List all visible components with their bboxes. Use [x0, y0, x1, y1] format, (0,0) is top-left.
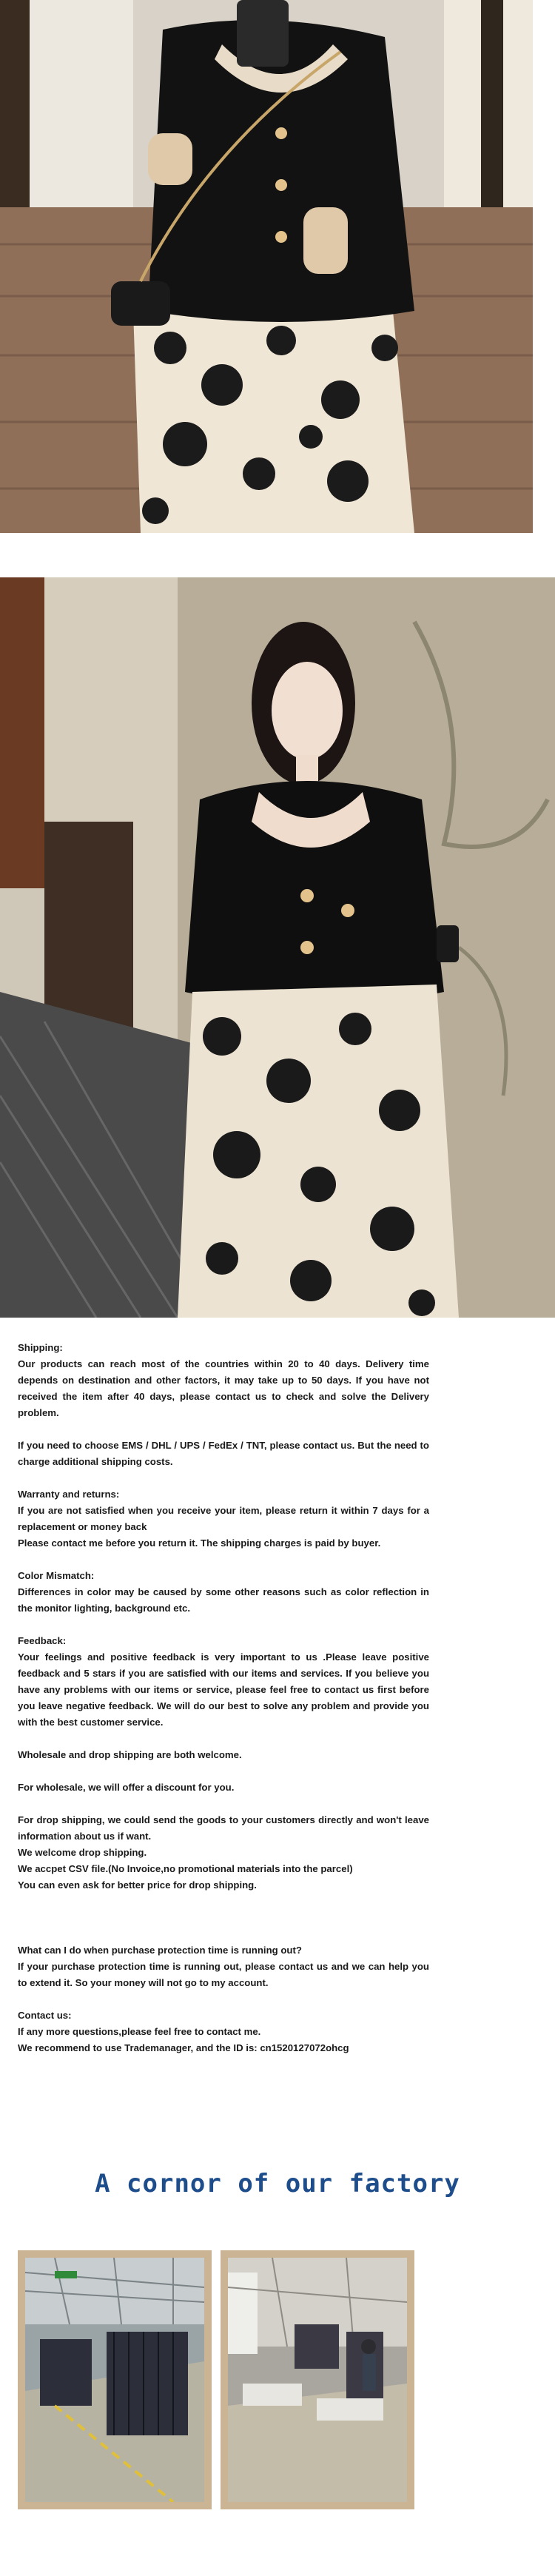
shipping-paragraph-1: Our products can reach most of the countries within 20 to 40 days. Delivery time depends on destination and other factors, it may take up to 50 days. If you have not received the item after 40 days, please contact us to check and solve the Delivery problem. [18, 1358, 429, 1418]
policy-text [18, 1340, 429, 2056]
contact-heading: Contact us: [18, 2010, 72, 2021]
warranty-paragraph-1: If you are not satisfied when you receive your item, please return it within 7 days for a replacement or money back [18, 1505, 429, 1532]
product-photo-2 [0, 577, 555, 1318]
wholesale-paragraph-2: For wholesale, we will offer a discount for you. [18, 1782, 235, 1793]
dropship-paragraph-1: For drop shipping, we could send the goods to your customers directly and won't leave information about us if want. [18, 1814, 429, 1842]
feedback-paragraph: Your feelings and positive feedback is very important to us .Please leave positive feedback and 5 stars if you are satisfied with our items and services. If you believe you have any problems with our items or service, please feel free to contact us first before you leave negative feedback. We will do our best to solve any problem and provide you with the best customer service. [18, 1651, 429, 1728]
color-heading: Color Mismatch: [18, 1570, 95, 1581]
warranty-heading: Warranty and returns: [18, 1489, 120, 1500]
contact-paragraph-2: We recommend to use Trademanager, and the ID is: cn1520127072ohcg [18, 2042, 349, 2053]
protection-heading: What can I do when purchase protection time is running out? [18, 1945, 302, 1956]
factory-photo-2 [221, 2250, 414, 2509]
wholesale-paragraph-1: Wholesale and drop shipping are both welcome. [18, 1749, 242, 1760]
product-photo-1 [0, 0, 533, 533]
factory-photo-1 [18, 2250, 212, 2509]
protection-paragraph: If your purchase protection time is running out, please contact us and we can help you to extend it. So your money will not go to my account. [18, 1961, 429, 1988]
feedback-heading: Feedback: [18, 1635, 67, 1646]
shipping-paragraph-2: If you need to choose EMS / DHL / UPS / FedEx / TNT, please contact us. But the need to charge additional shipping costs. [18, 1440, 429, 1467]
shipping-heading: Shipping: [18, 1342, 63, 1353]
color-paragraph: Differences in color may be caused by some other reasons such as color reflection in the monitor lighting, background etc. [18, 1586, 429, 1614]
dropship-paragraph-4: You can even ask for better price for drop shipping. [18, 1879, 257, 1891]
warranty-paragraph-2: Please contact me before you return it. The shipping charges is paid by buyer. [18, 1537, 381, 1549]
factory-title: A cornor of our factory [95, 2169, 460, 2198]
dropship-paragraph-3: We accpet CSV file.(No Invoice,no promotional materials into the parcel) [18, 1863, 353, 1874]
contact-paragraph-1: If any more questions,please feel free to contact me. [18, 2026, 261, 2037]
dropship-paragraph-2: We welcome drop shipping. [18, 1847, 147, 1858]
